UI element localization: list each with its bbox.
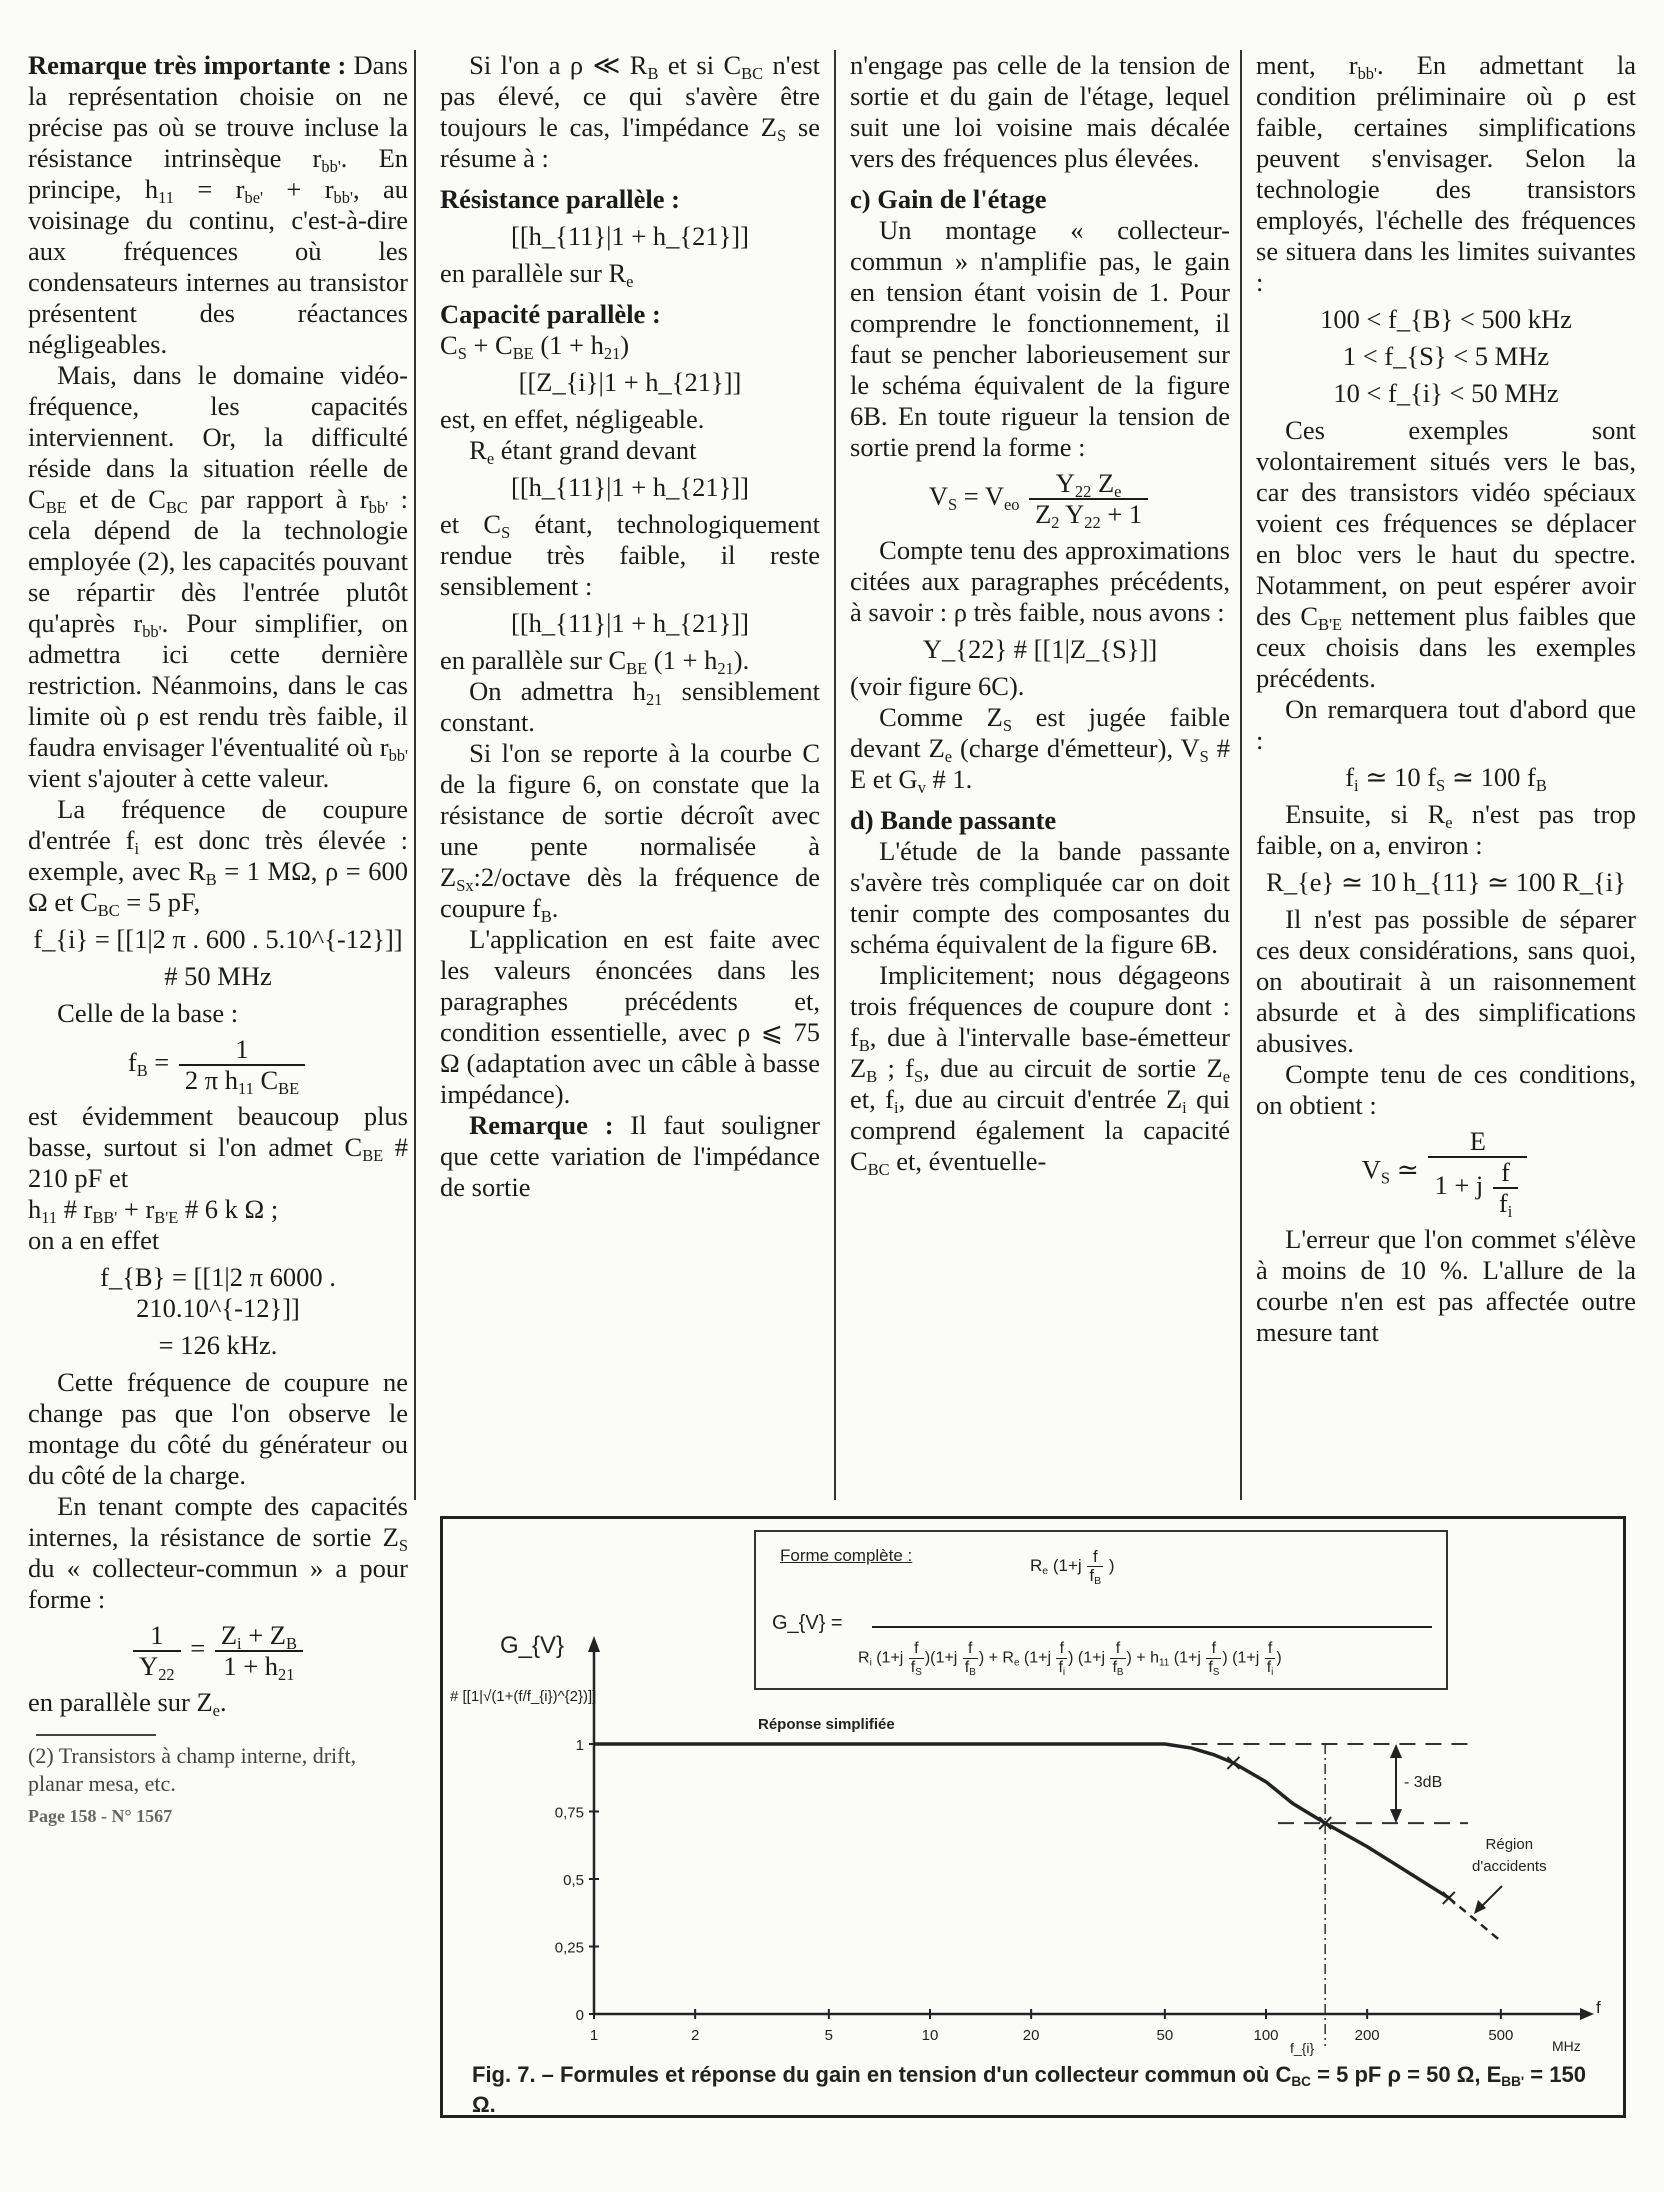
- equation: # 50 MHz: [164, 961, 272, 991]
- equation: 10 < f_{i} < 50 MHz: [1333, 378, 1559, 408]
- chart-title: Réponse simplifiée: [758, 1716, 895, 1733]
- accident-label-line: Région: [1485, 1836, 1534, 1853]
- equation: f_{i} = [[1|2 π . 600 . 5.10^{-12}]]: [33, 924, 403, 954]
- paragraph: et $C_S$ étant, technologiquement rendue très faible, il reste sensiblement :: [440, 509, 820, 601]
- text-column-2: [440, 50, 820, 1203]
- paragraph: Comme $Z_S$ est jugée faible devant $Z_e$ (charge d'émetteur), $V_S$ # E et $G_v$ # 1.: [850, 702, 1230, 797]
- section-heading: Capacité parallèle :: [440, 299, 661, 329]
- paragraph: en parallèle sur $R_e$: [440, 258, 634, 291]
- x-tick-label: 5: [824, 2027, 834, 2044]
- column-divider: [834, 50, 836, 1500]
- paragraph: Remarque très importante : Dans la représentation choisie on ne précise pas où se trouve incluse la résistance intrinsèque $r_{bb'}$. En principe, $h_{11} = r_{be'} + r_{bb'}$, au voisinage du continu, c'est-à-dire aux fréquences où les condensateurs internes au transistor présentent des réactances négligeables.: [28, 50, 409, 359]
- x-tick-label: 50: [1156, 2027, 1174, 2044]
- y-tick-label: 0,75: [554, 1804, 584, 1822]
- column-divider: [414, 50, 416, 1500]
- paragraph: ment, $r_{bb'}$. En admettant la condition préliminaire où ρ est faible, certaines simplifications peuvent s'envisager. Selon la technologie des transistors employés, l'échelle des fréquences se situera dans les limites suivantes :: [1256, 50, 1636, 297]
- x-tick-label: 10: [921, 2027, 939, 2044]
- formula-denominator: $R_i$ (1+j $\frac{f}{f_S}$ )(1+j $\frac{f}{f_B}$ ) + $R_e$ (1+j $\frac{f}{f_i}$ ) (1+j $\frac{f}{f_B}$ ) + $h_{11}$ (1+j $\frac{f}{f_S}$ ) (1+j $\frac{f}{f_i}$ ): [858, 1640, 1282, 1678]
- equation: $f_B$ = 1 2 π $h_{11}$ $C_{BE}$: [28, 1035, 408, 1095]
- paragraph: Si l'on se reporte à la courbe C de la figure 6, on constate que la résistance de sortie décroît avec une pente normalisée à $Z_{Sx}:2$/octave dès la fréquence de coupure $f_B$.: [440, 738, 820, 926]
- paragraph: (voir figure 6C).: [850, 671, 1025, 701]
- paragraph: Si l'on a ρ ≪ $R_B$ et si $C_{BC}$ n'est pas élevé, ce qui s'avère être toujours le cas, l'impédance $Z_S$ se résume à :: [440, 50, 820, 173]
- equation: [[h_{11}|1 + h_{21}]]: [511, 472, 749, 502]
- paragraph: On remarquera tout d'abord que :: [1256, 694, 1636, 755]
- paragraph: on a en effet: [28, 1225, 160, 1255]
- accident-region-label: [1472, 1834, 1547, 1878]
- y-tick-label: 1: [575, 1737, 584, 1754]
- x-axis-label: f: [1596, 1998, 1601, 2017]
- x-tick-label: 200: [1354, 2027, 1380, 2044]
- paragraph: Ces exemples sont volontairement situés vers le bas, car des transistors vidéo spéciaux voient ces fréquences se déplacer en bloc vers le haut du spectre. Notamment, on peut espérer avoir des $C_{B'E}$ nettement plus faibles que ceux choisis dans les exemples précédents.: [1256, 415, 1637, 693]
- paragraph: L'erreur que l'on commet s'élève à moins de 10 %. L'allure de la courbe n'en est pas affectée outre mesure tant: [1256, 1224, 1636, 1347]
- column-divider: [1240, 50, 1242, 1500]
- equation: R_{e} ≃ 10 h_{11} ≃ 100 R_{i}: [1266, 867, 1626, 897]
- footnote-divider: [36, 1734, 156, 1736]
- paragraph: Ensuite, si $R_e$ n'est pas trop faible, on a, environ :: [1256, 799, 1636, 860]
- equation: f_{B} = [[1|2 π 6000 . 210.10^{-12}]]: [100, 1262, 336, 1323]
- y-tick-label: 0,5: [563, 1872, 584, 1889]
- section-heading: d) Bande passante: [850, 805, 1057, 835]
- fi-label: f_{i}: [1290, 2040, 1315, 2056]
- paragraph: $C_S + C_{BE}$ $(1 + h_{21})$: [440, 330, 630, 363]
- formula-lhs: G_{V} =: [772, 1612, 843, 1634]
- text-column-3: [850, 50, 1230, 1177]
- paragraph: Cette fréquence de coupure ne change pas que l'on observe le montage du côté du générateur ou du côté de la charge.: [28, 1367, 408, 1490]
- x-unit-label: MHz: [1552, 2038, 1581, 2054]
- text-column-4: [1256, 50, 1636, 1348]
- footnote: (2) Transistors à champ interne, drift, planar mesa, etc.: [28, 1743, 357, 1796]
- y-tick-label: 0: [575, 2007, 584, 2024]
- equation: 1 < f_{S} < 5 MHz: [1342, 341, 1550, 371]
- formula-numerator: $R_e$ (1+j $\frac{f}{f_B}$ ): [1030, 1547, 1115, 1588]
- paragraph: $R_e$ étant grand devant: [469, 435, 697, 468]
- equation: 100 < f_{B} < 500 kHz: [1320, 304, 1572, 334]
- paragraph: Celle de la base :: [57, 998, 239, 1028]
- paragraph: $h_{11}$ # $r_{BB'} + r_{B'E}$ # 6 k Ω ;: [28, 1194, 279, 1227]
- paragraph: est, en effet, négligeable.: [440, 404, 705, 434]
- paragraph: On admettra $h_{21}$ sensiblement constant.: [440, 676, 820, 737]
- equation: [[h_{11}|1 + h_{21}]]: [511, 608, 749, 638]
- paragraph: L'application en est faite avec les valeurs énoncées dans les paragraphes précédents et, condition essentielle, avec ρ ⩽ 75 Ω (adaptation avec un câble à basse impédance).: [440, 924, 820, 1109]
- equation: $f_i$ ≃ 10 $f_S$ ≃ 100 $f_B$: [1345, 762, 1547, 795]
- formula-title: Forme complète :: [780, 1546, 913, 1565]
- figure-caption: Fig. 7. – Formules et réponse du gain en tension d'un collecteur commun où $C_{BC} = 5$ pF ρ = 50 Ω, $E_{BB'} = 150$ Ω.: [472, 2062, 1586, 2117]
- equation: Y_{22} # [[1|Z_{S}]]: [922, 634, 1158, 664]
- x-tick-label: 100: [1253, 2027, 1279, 2044]
- paragraph: Un montage « collecteur-commun » n'amplifie pas, le gain en tension étant voisin de 1. Pour comprendre le fonctionnement, il faut se pencher laborieusement sur le schéma équivalent de la figure 6B. En toute rigueur la tension de sortie prend la forme :: [850, 215, 1230, 462]
- x-tick-label: 1: [589, 2027, 599, 2044]
- paragraph: Implicitement; nous dégageons trois fréquences de coupure dont : $f_B$, due à l'intervalle base-émetteur $Z_B$ ; $f_S$, due au circuit de sortie $Z_e$ et, $f_i$, due au circuit d'entrée $Z_i$ qui comprend également la capacité $C_{BC}$ et, éventuelle-: [850, 960, 1230, 1179]
- page-number: Page 158 - N° 1567: [28, 1806, 173, 1826]
- x-tick-label: 20: [1022, 2027, 1040, 2044]
- section-heading: Résistance parallèle :: [440, 184, 680, 214]
- equation: $V_S$ ≃ E 1 + j $\frac{f}{f_i}$: [1256, 1127, 1636, 1218]
- text-column-1: [28, 50, 408, 1828]
- paragraph: est évidemment beaucoup plus basse, surtout si l'on admet $C_{BE}$ # 210 pF et: [28, 1101, 408, 1193]
- accident-label-line: d'accidents: [1472, 1858, 1547, 1875]
- paragraph: en parallèle sur $Z_e$.: [28, 1687, 227, 1720]
- paragraph: La fréquence de coupure d'entrée $f_i$ est donc très élevée : exemple, avec $R_B = 1$ MΩ, ρ = 600 Ω et $C_{BC} = 5$ pF,: [28, 794, 409, 920]
- paragraph: Compte tenu des approximations citées aux paragraphes précédents, à savoir : ρ très faible, nous avons :: [850, 535, 1230, 627]
- paragraph: Mais, dans le domaine vidéo-fréquence, les capacités interviennent. Or, la difficulté réside dans la situation réelle de $C_{BE}$ et de $C_{BC}$ par rapport à $r_{bb'}$ : cela dépend de la technologie employée (2), les capacités pouvant se répartir dès l'entrée plutôt qu'après $r_{bb'}$. Pour simplifier, on admettra ici cette dernière restriction. Néanmoins, dans le cas limite où ρ est rendu très faible, il faudra envisager l'éventualité où $r_{bb'}$ vient s'ajouter à cette valeur.: [28, 360, 409, 793]
- equation: $\frac{1}{Y_{22}}$ = $\frac{Z_i + Z_B}{1 + h_{21}}$: [28, 1621, 408, 1681]
- paragraph: En tenant compte des capacités internes, la résistance de sortie $Z_S$ du « collecteur-commun » a pour forme :: [28, 1491, 408, 1614]
- x-tick-label: 500: [1488, 2027, 1514, 2044]
- paragraph: en parallèle sur $C_{BE}$ $(1 + h_{21})$.: [440, 645, 750, 678]
- y-axis-label: G_{V}: [500, 1632, 565, 1659]
- y-axis-approx-formula: # [[1|√(1+(f/f_{i})^{2})]]: [450, 1688, 597, 1705]
- paragraph: Remarque : Il faut souligner que cette variation de l'impédance de sortie: [440, 1110, 820, 1202]
- equation: [[Z_{i}|1 + h_{21}]]: [518, 367, 742, 397]
- x-tick-label: 2: [690, 2027, 700, 2044]
- db-label: - 3dB: [1404, 1774, 1443, 1791]
- paragraph: n'engage pas celle de la tension de sortie et du gain de l'étage, lequel suit une loi voisine mais décalée vers des fréquences plus élevées.: [850, 50, 1230, 173]
- equation: [[h_{11}|1 + h_{21}]]: [511, 221, 749, 251]
- paragraph: Il n'est pas possible de séparer ces deux considérations, sans quoi, on aboutirait à un raisonnement absurde et à des simplifications abusives.: [1256, 904, 1636, 1058]
- y-tick-label: 0,25: [554, 1939, 584, 1957]
- equation: $V_S = V_{eo}$ $\frac{Y_{22} Z_e}{Z_2 Y_{22} + 1}$: [850, 469, 1230, 529]
- paragraph: Compte tenu de ces conditions, on obtient :: [1256, 1059, 1636, 1120]
- section-heading: c) Gain de l'étage: [850, 184, 1047, 214]
- equation: = 126 kHz.: [158, 1330, 278, 1360]
- formula-fraction-bar: [872, 1626, 1432, 1628]
- paragraph: L'étude de la bande passante s'avère très compliquée car on doit tenir compte des composantes du schéma équivalent de la figure 6B.: [850, 836, 1230, 959]
